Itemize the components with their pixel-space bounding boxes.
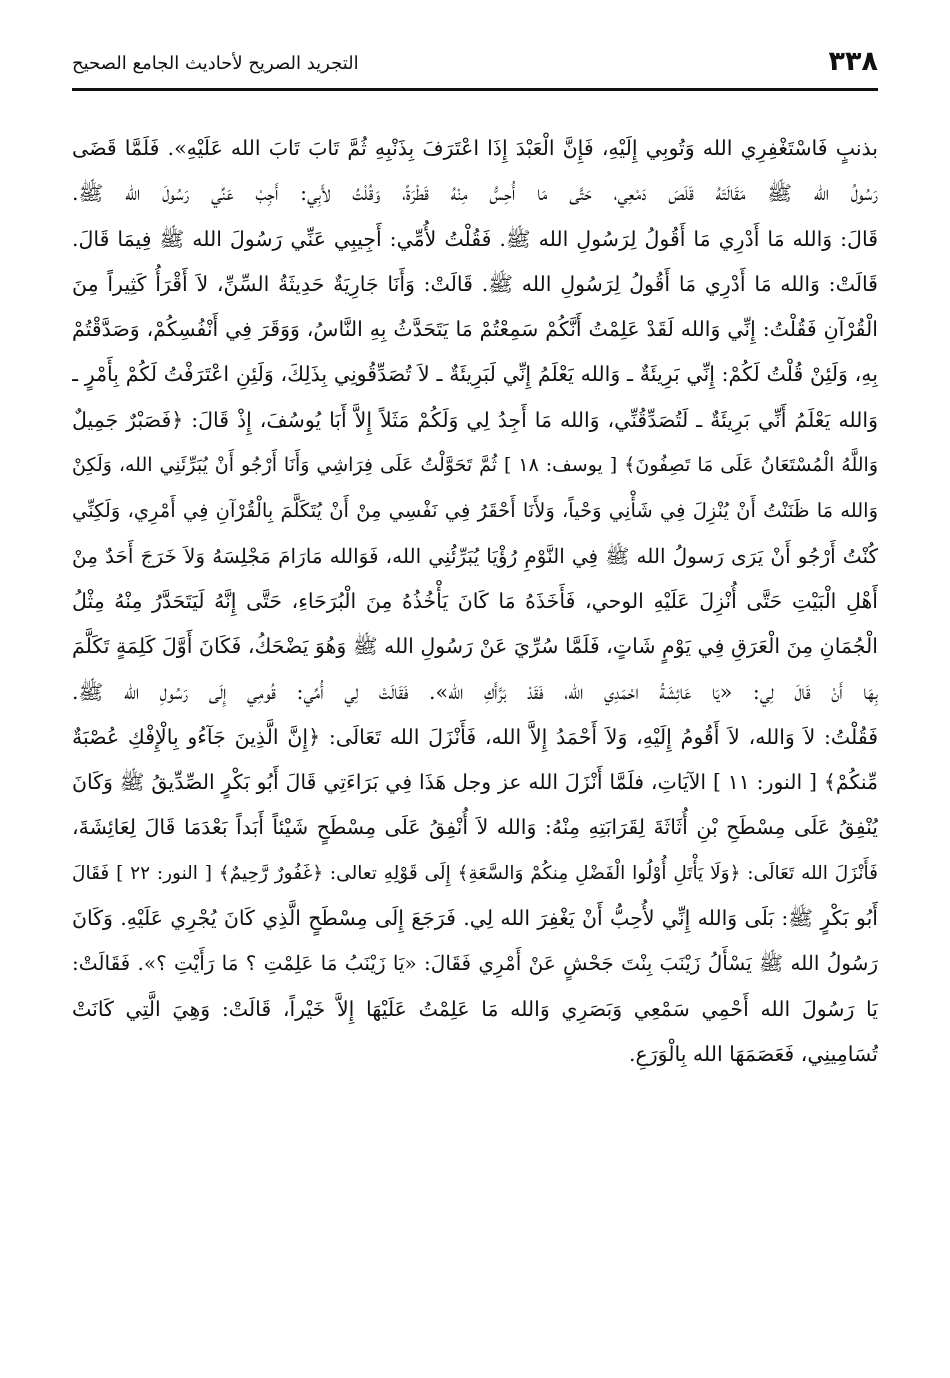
text-line: بذنبٍ فَاسْتَغْفِرِي الله وَتُوبِي إِلَيْهِ، فَإِنَّ الْعَبْدَ إِذَا اعْتَرَفَ بِذَنْبِهِ ثُمَّ تَابَ تَابَ الله عَلَيْهِ». فَلَمَّا قَضَى — [72, 136, 878, 160]
text-line: رَسُولُ الله ﷺ يَسْأَلُ زَيْنَبَ بِنْتَ جَحْشٍ عَنْ أَمْرِي فَقَالَ: «يَا زَيْنَبُ مَا عَلِمْتِ ؟ مَا رَأَيْتِ ؟». فَقَالَتْ: — [72, 951, 878, 976]
text-line: قَالَتْ: وَالله مَا أَدْرِي مَا أَقُولُ لِرَسُولِ الله ﷺ. قَالَتْ: وَأَنَا جَارِيَةٌ حَدِيثَةُ السِّنِّ، لاَ أَقْرَأُ كَثِيراً مِنَ — [72, 271, 878, 296]
text-line: الْجُمَانِ مِنَ الْعَرَقِ فِي يَوْمٍ شَاتٍ، فَلَمَّا سُرِّيَ عَنْ رَسُولِ الله ﷺ وَهُوَ يَضْحَكُ، فَكَانَ أَوَّلَ كَلِمَةٍ تَكَلَّمَ — [72, 634, 878, 659]
text-line: مِّنكُمْ﴾ [ النور: ١١ ] الآيَاتِ، فلَمَّا أَنْزَلَ الله عز وجل هَذَا فِي بَرَاءَتِي قَالَ أَبُو بَكْرٍ الصِّدِّيقُ ﷺ وَكَانَ — [72, 770, 878, 795]
text-line: بِهِ، وَلَئِنْ قُلْتُ لَكُمْ: إِنِّي بَرِيئَةٌ ـ وَالله يَعْلَمُ إِنِّي لَبَرِيئَةٌ ـ لاَ تُصَدِّقُونِي بِذَلِكَ، وَلَئِنِ اعْتَرَفْتُ لَكُمْ بِأَمْرٍ ـ — [72, 362, 878, 387]
hadith-text-body — [72, 126, 878, 1077]
text-line: أَهْلِ الْبَيْتِ حَتَّى أُنْزِلَ عَلَيْهِ الوحي، فَأَخَذَهُ مَا كَانَ يَأْخُذُهُ مِنَ الْبُرَحَاءِ، حَتَّى إِنَّهُ لَيَتَحَدَّرُ مِنْهُ مِثْلُ — [72, 588, 878, 613]
running-title: التجريد الصريح لأحاديث الجامع الصحيح — [72, 53, 359, 74]
text-line: فَقُلْتُ: لاَ وَالله، لاَ أَقُومُ إِلَيْهِ، وَلاَ أَحْمَدُ إِلاَّ الله، فَأَنْزَلَ الله تَعَالَى: ﴿إِنَّ الَّذِينَ جَآءُو بِالْإِفْكِ عُصْبَةٌ — [72, 724, 878, 749]
text-line: يَا رَسُولَ الله أَحْمِي سَمْعِي وَبَصَرِي وَالله مَا عَلِمْتُ عَلَيْهَا إِلاَّ خَيْراً، قَالَتْ: وَهِيَ الَّتِي كَانَتْ — [72, 996, 878, 1021]
text-line: الْقُرْآنِ فَقُلْتُ: إِنِّي وَالله لَقَدْ عَلِمْتُ أَنَّكُمْ سَمِعْتُمْ مَا يَتَحَدَّثُ بِهِ النَّاسُ، وَوَقَرَ فِي أَنْفُسِكُمْ، وَصَدَّقْتُمْ — [72, 317, 878, 342]
text-line: أَبُو بَكْرٍ ﷺ: بَلَى وَالله إِنِّي لأُحِبُّ أَنْ يَغْفِرَ الله لِي. فَرَجَعَ إِلَى مِسْطَحٍ الَّذِي كَانَ يُجْرِي عَلَيْهِ. وَكَانَ — [72, 906, 878, 931]
text-line: وَالله مَا ظَنَنْتُ أَنْ يُنْزِلَ فِي شَأْنِي وَحْياً، وَلأَنَا أَحْقَرُ فِي نَفْسِي مِنْ أَنْ يُتَكَلَّمَ بِالْقُرْآنِ فِي أَمْرِي، وَلَكِنِّي — [72, 499, 878, 523]
page-header — [72, 40, 878, 88]
text-line: وَالله يَعْلَمُ أَنِّي بَرِيئَةٌ ـ لَتُصَدِّقُنِّي، وَالله مَا أَجِدُ لِي وَلَكُمْ مَثَلاً إِلاَّ أَبَا يُوسُفَ، إِذْ قَالَ: ﴿فَصَبْرٌ جَمِيلٌ — [72, 407, 878, 432]
page-number: ٣٣٨ — [828, 46, 878, 77]
text-line-last: تُسَامِينِي، فَعَصَمَهَا الله بِالْوَرَعِ. — [628, 1041, 878, 1066]
text-line: فَأَنْزَلَ الله تَعَالَى: ﴿وَلَا يَأْتَلِ أُوْلُوا الْفَضْلِ مِنكُمْ وَالسَّعَةِ﴾ إِلَى قَوْلِهِ تعالى: ﴿غَفُورٌ رَّحِيمٌ﴾ [ النور: ٢٢ ] فَقَالَ — [72, 862, 878, 884]
text-line: قَالَ: وَالله مَا أَدْرِي مَا أَقُولُ لِرَسُولِ الله ﷺ. فَقُلْتُ لأُمِّي: أَجِيبِي عَنِّي رَسُولَ الله ﷺ فِيمَا قَالَ. — [72, 226, 878, 251]
text-line: رَسُولُ الله ﷺ مَقَالَتَهُ قَلَصَ دَمْعِي، حَتَّى مَا أُحِسُّ مِنْهُ قَطْرَةً، وَقُلْتُ لأَبِي: أَجِبْ عَنِّي رَسُولَ الله ﷺ. — [72, 181, 878, 206]
header-rule — [72, 88, 878, 91]
text-line: وَاللَّهُ الْمُسْتَعَانُ عَلَى مَا تَصِفُونَ﴾ [ يوسف: ١٨ ] ثُمَّ تَحَوَّلْتُ عَلَى فِرَاشِي وَأَنَا أَرْجُو أَنْ يُبَرِّئَنِي الله، وَلَكِنْ — [72, 454, 878, 477]
text-line: بِهَا أَنْ قَالَ لِي: «يَا عَائِشَةُ احْمَدِي الله، فَقَدْ بَرَّأَكِ الله». فَقَالَتْ لِي أُمِّي: قُومِي إِلَى رَسُولِ الله ﷺ. — [72, 679, 878, 704]
text-line: كُنْتُ أَرْجُو أَنْ يَرَى رَسولُ الله ﷺ فِي النَّوْمِ رُؤْيَا يُبَرِّئُنِي الله، فَوَالله مَارَامَ مَجْلِسَهُ وَلاَ خَرَجَ أَحَدٌ مِنْ — [72, 543, 878, 568]
text-line: يُنْفِقُ عَلَى مِسْطَحِ بْنِ أُثَاثَةَ لِقَرَابَتِهِ مِنْهُ: وَالله لاَ أُنْفِقُ عَلَى مِسْطَحٍ شَيْئاً أَبَداً بَعْدَمَا قَالَ لِعَائِشَةَ، — [72, 815, 878, 840]
